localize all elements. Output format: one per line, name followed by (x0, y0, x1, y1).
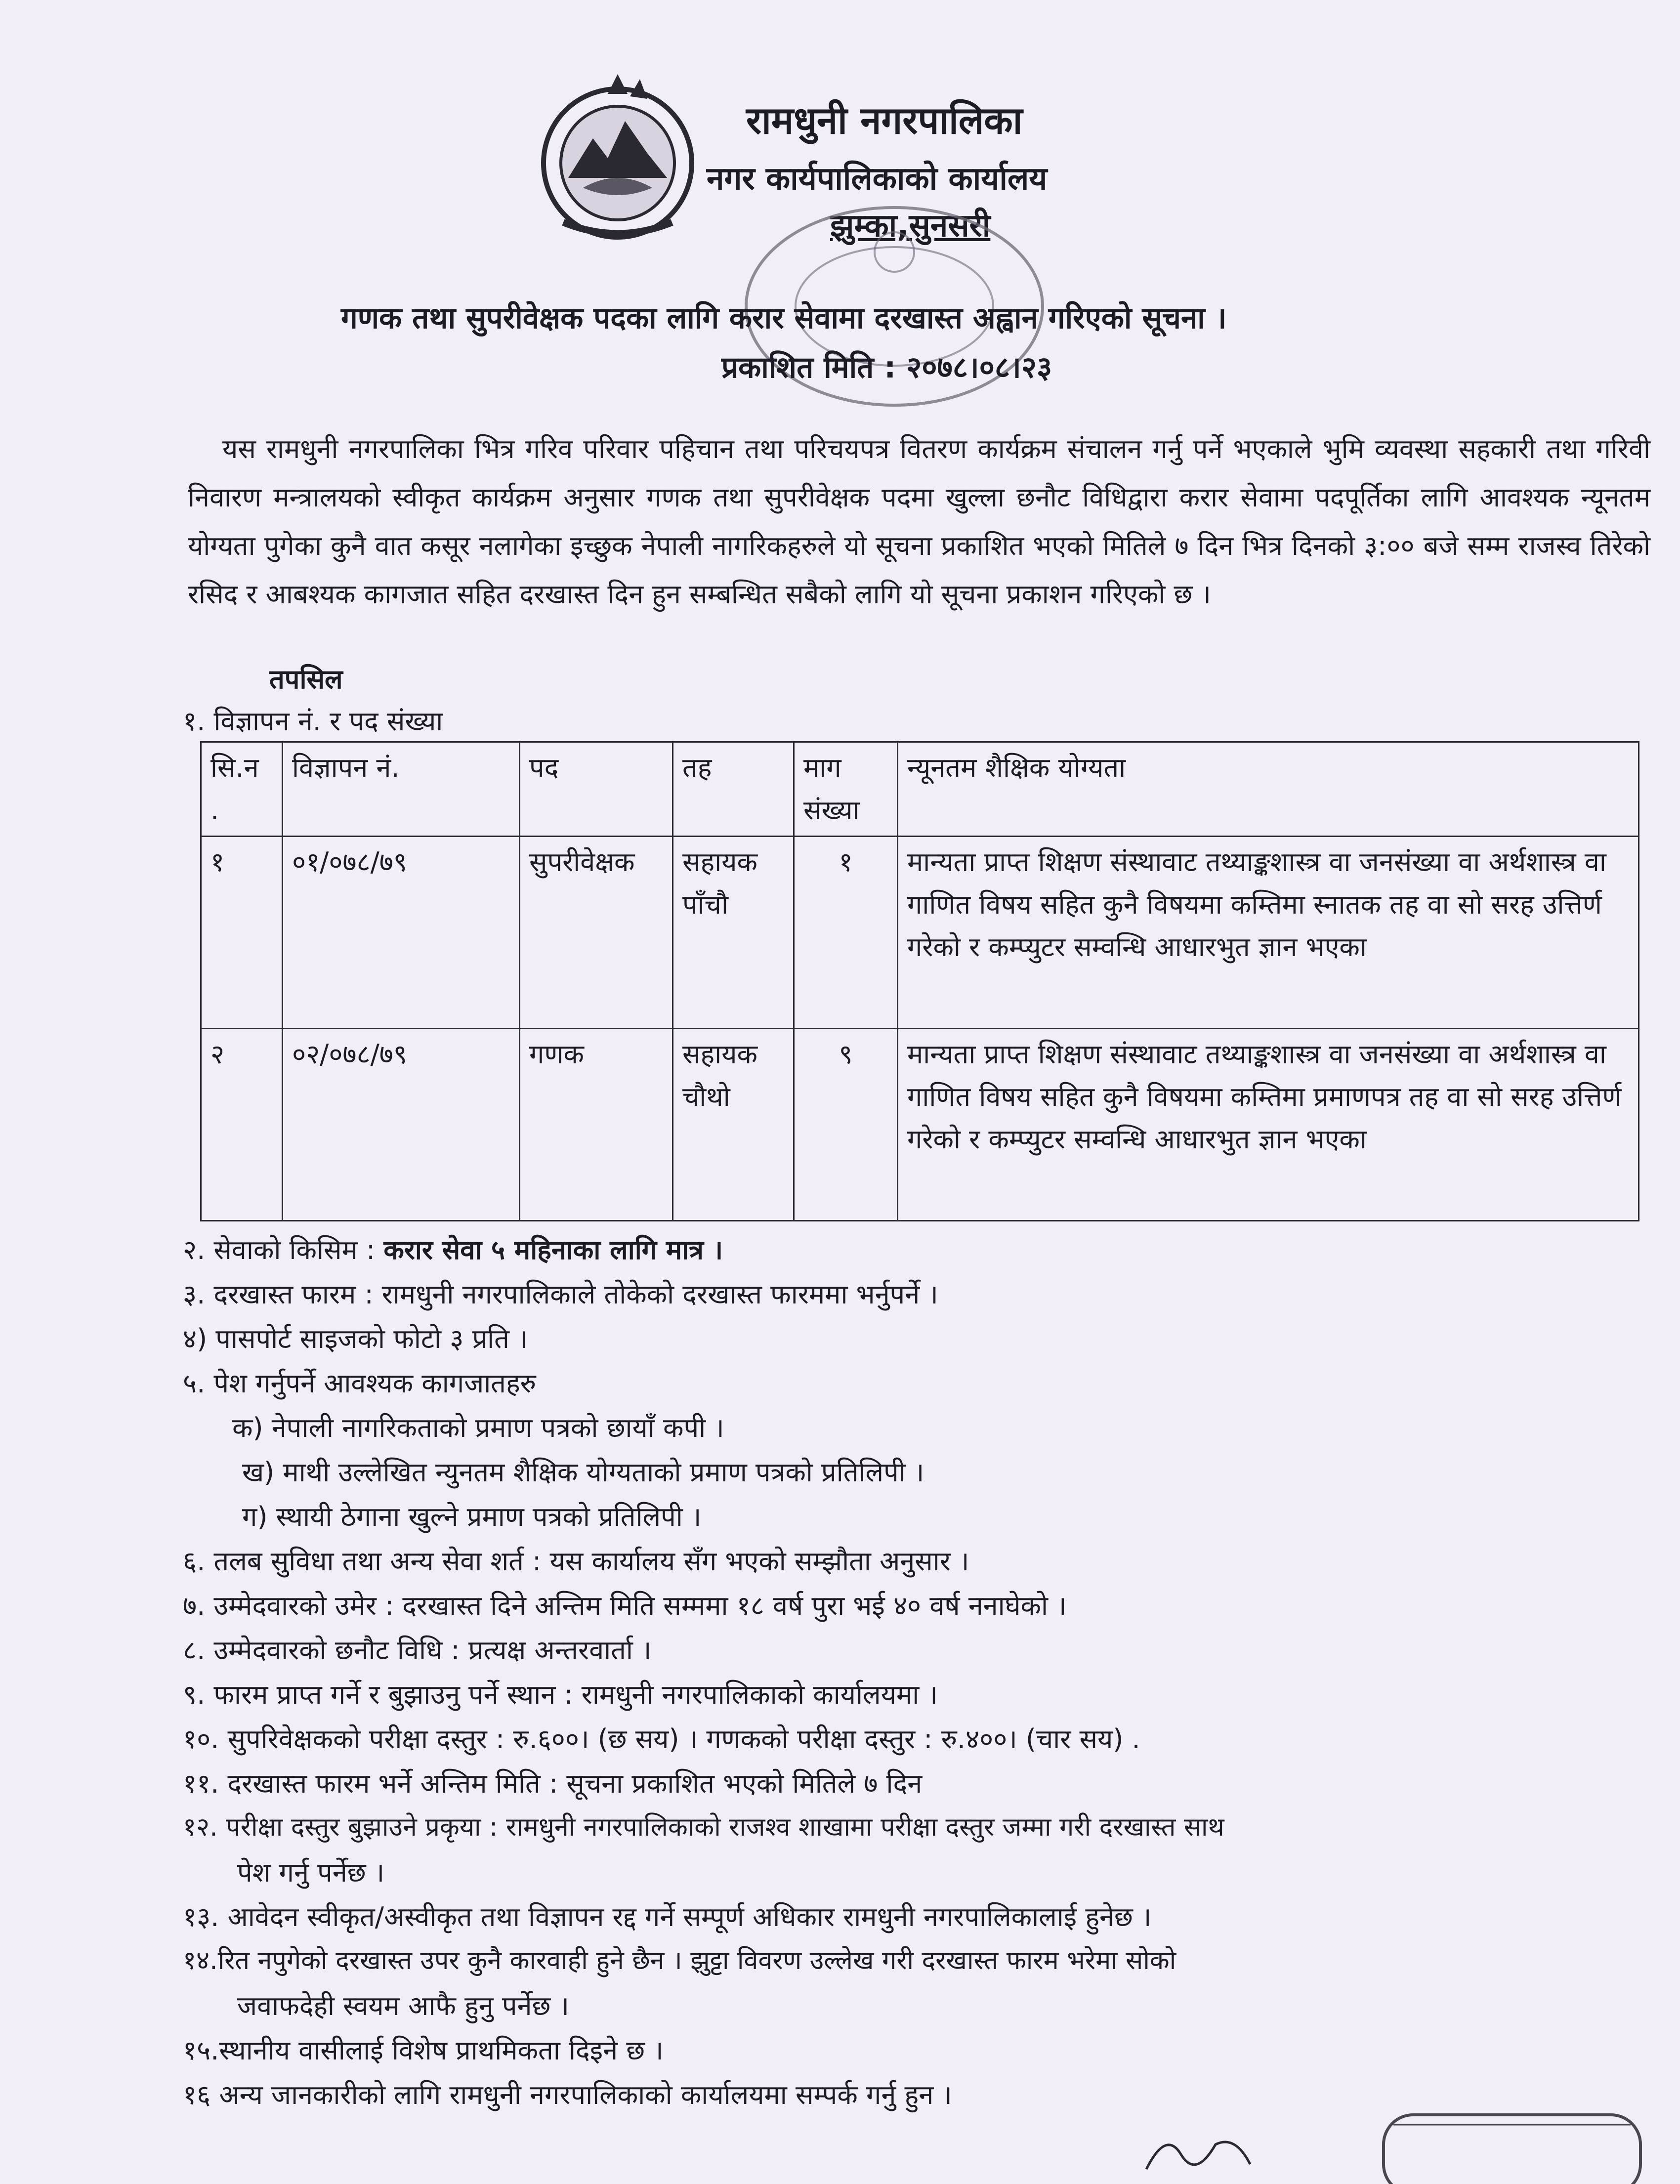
section1-heading: १. विज्ञापन नं. र पद संख्या (183, 706, 443, 737)
table-row (201, 837, 1639, 1029)
item-5: ५. पेश गर्नुपर्ने आवश्यक कागजातहरु (183, 1368, 536, 1399)
item-9: ९. फारम प्राप्त गर्ने र बुझाउनु पर्ने स्थान : रामधुनी नगरपालिकाको कार्यालयमा । (183, 1679, 938, 1710)
item-5a: क) नेपाली नागरिकताको प्रमाण पत्रको छायाँ कपी । (232, 1412, 724, 1443)
item-14b: जवाफदेही स्वयम आफै हुनु पर्नेछ । (237, 1990, 569, 2021)
municipality-name: रामधुनी नगरपालिका (746, 98, 1023, 142)
vacancy-table (200, 741, 1639, 1221)
item-16: १६ अन्य जानकारीको लागि रामधुनी नगरपालिकाको कार्यालयमा सम्पर्क गर्नु हुन । (183, 2079, 952, 2110)
item-2 (183, 1230, 723, 1267)
item-10: १०. सुपरिवेक्षकको परीक्षा दस्तुर : रु.६००। (छ सय) । गणकको परीक्षा दस्तुर : रु.४००। (चार सय) . (183, 1723, 1140, 1755)
nepal-emblem-icon (534, 74, 702, 242)
item-2-label: २. सेवाको किसिम : (183, 1234, 384, 1265)
cell-count: ९ (794, 1029, 898, 1221)
item-14a: १४.रित नपुगेको दरखास्त उपर कुनै कारवाही हुने छैन । झुट्टा विवरण उल्लेख गरी दरखास्त फारम भरेमा सोको (183, 1946, 1176, 1975)
intro-paragraph (188, 425, 1650, 619)
cell-level: सहायक चौथो (673, 1029, 794, 1221)
header-qualification: न्यूनतम शैक्षिक योग्यता (898, 742, 1639, 837)
cell-qualification: मान्यता प्राप्त शिक्षण संस्थावाट तथ्याङ्कशास्त्र वा जनसंख्या वा अर्थशास्त्र वा गाणित विषय सहित कुनै विषयमा कम्तिमा स्नातक तह वा सो सरह उत्तिर्ण गरेको र कम्प्युटर सम्वन्धि आधारभुत ज्ञान भएका (898, 837, 1639, 1029)
cell-post: गणक (520, 1029, 673, 1221)
item-13: १३. आवेदन स्वीकृत/अस्वीकृत तथा विज्ञापन रद्द गर्ने सम्पूर्ण अधिकार रामधुनी नगरपालिकालाई हुनेछ । (183, 1901, 1152, 1932)
tapasil-heading: तपसिल (269, 664, 343, 695)
cell-adv-no: ०२/०७८/७९ (283, 1029, 520, 1221)
table-header-row (201, 742, 1639, 837)
item-6: ६. तलब सुविधा तथा अन्य सेवा शर्त : यस कार्यालय सँग भएको सम्झौता अनुसार । (183, 1546, 969, 1577)
header-adv-no: विज्ञापन नं. (283, 742, 520, 837)
item-2-value: करार सेवा ५ महिनाका लागि मात्र । (383, 1234, 723, 1265)
cell-level: सहायक पाँचौ (673, 837, 794, 1029)
intro-text: यस रामधुनी नगरपालिका भित्र गरिव परिवार पहिचान तथा परिचयपत्र वितरण कार्यक्रम संचालन गर्नु पर्ने भएकाले भुमि व्यवस्था सहकारी तथा गरिवी निवारण मन्त्रालयको स्वीकृत कार्यक्रम अनुसार गणक तथा सुपरीवेक्षक पदमा खुल्ला छनौट विधिद्वारा करार सेवामा पदपूर्तिका लागि आवश्यक न्यूनतम योग्यता पुगेका कुनै वात कसूर नलागेका इच्छुक नेपाली नागरिकहरुले यो सूचना प्रकाशित भएको मितिले ७ दिन भित्र दिनको ३:०० बजे सम्म राजस्व तिरेको रसिद र आबश्यक कागजात सहित दरखास्त दिन हुन सम्बन्धित सबैको लागि यो सूचना प्रकाशन गरिएको छ । (188, 433, 1650, 610)
office-location: झुम्का,सुनसरी (830, 208, 991, 244)
item-5c: ग) स्थायी ठेगाना खुल्ने प्रमाण पत्रको प्रतिलिपी । (242, 1501, 702, 1532)
cell-qualification: मान्यता प्राप्त शिक्षण संस्थावाट तथ्याङ्कशास्त्र वा जनसंख्या वा अर्थशास्त्र वा गाणित विषय सहित कुनै विषयमा कम्तिमा प्रमाणपत्र तह वा सो सरह उत्तिर्ण गरेको र कम्प्युटर सम्वन्धि आधारभुत ज्ञान भएका (898, 1029, 1639, 1221)
cell-post: सुपरीवेक्षक (520, 837, 673, 1029)
cell-sn: २ (201, 1029, 283, 1221)
header-level: तह (673, 742, 794, 837)
cell-sn: १ (201, 837, 283, 1029)
officer-stamp (1374, 2105, 1650, 2184)
office-name: नगर कार्यपालिकाको कार्यालय (707, 161, 1048, 197)
table-row (201, 1029, 1639, 1221)
item-4: ४) पासपोर्ट साइजको फोटो ३ प्रति । (183, 1323, 528, 1354)
notice-title: गणक तथा सुपरीवेक्षक पदका लागि करार सेवामा दरखास्त अह्वान गरिएको सूचना । (341, 301, 1227, 336)
item-8: ८. उम्मेदवारको छनौट विधि : प्रत्यक्ष अन्तरवार्ता । (183, 1635, 652, 1666)
signature-mark (1136, 2125, 1285, 2174)
item-12a: १२. परीक्षा दस्तुर बुझाउने प्रकृया : रामधुनी नगरपालिकाको राजश्व शाखामा परीक्षा दस्तुर जम्मा गरी दरखास्त साथ (183, 1812, 1224, 1842)
item-3: ३. दरखास्त फारम : रामधुनी नगरपालिकाले तोकेको दरखास्त फारममा भर्नुपर्ने । (183, 1279, 938, 1310)
cell-count: १ (794, 837, 898, 1029)
header-sn: सि.न . (201, 742, 283, 837)
cell-adv-no: ०१/०७८/७९ (283, 837, 520, 1029)
item-11: ११. दरखास्त फारम भर्ने अन्तिम मिति : सूचना प्रकाशित भएको मितिले ७ दिन (183, 1768, 923, 1799)
header-count: माग संख्या (794, 742, 898, 837)
header-post: पद (520, 742, 673, 837)
item-12b: पेश गर्नु पर्नेछ । (237, 1857, 385, 1888)
item-5b: ख) माथी उल्लेखित न्युनतम शैक्षिक योग्यताको प्रमाण पत्रको प्रतिलिपी । (242, 1457, 924, 1488)
item-7: ७. उम्मेदवारको उमेर : दरखास्त दिने अन्तिम मिति सम्ममा १८ वर्ष पुरा भई ४० वर्ष ननाघेको । (183, 1590, 1067, 1621)
published-date: प्रकाशित मिति : २०७८।०८।२३ (721, 350, 1052, 385)
item-15: १५.स्थानीय वासीलाई विशेष प्राथमिकता दिइने छ । (183, 2035, 664, 2066)
